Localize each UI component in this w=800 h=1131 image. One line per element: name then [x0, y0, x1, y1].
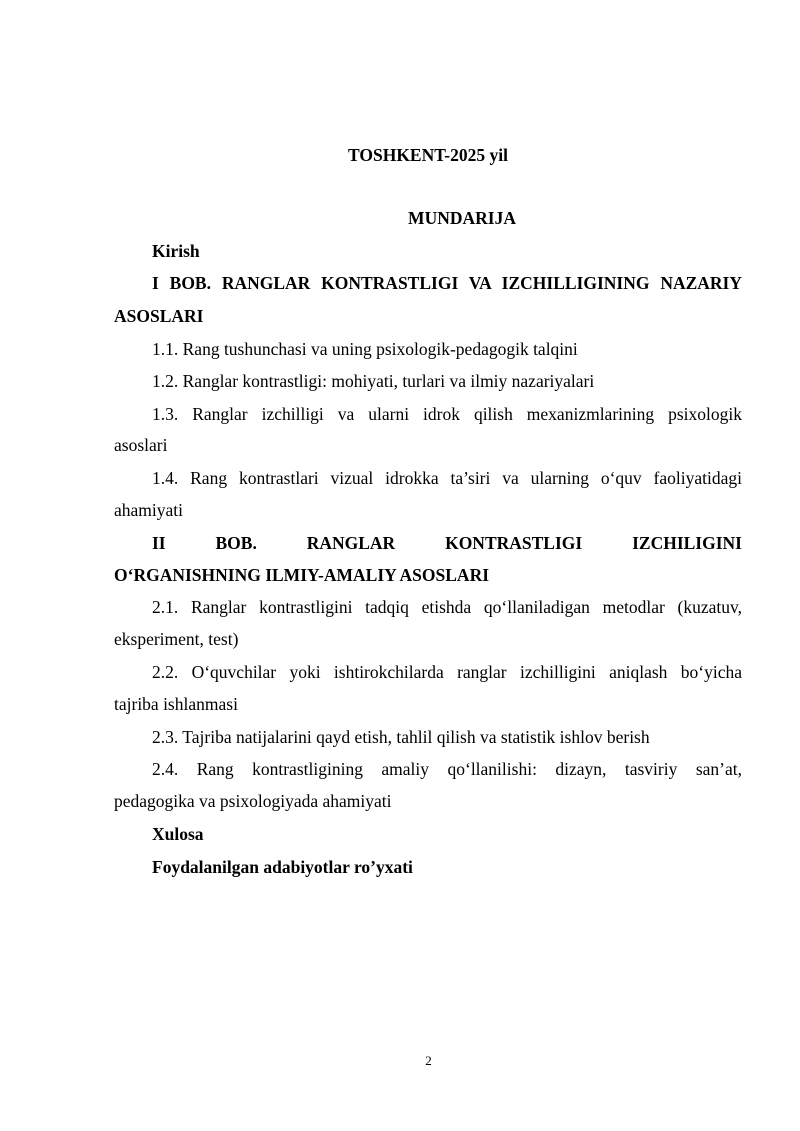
- toc-section-1-3-line-2: asoslari: [114, 435, 168, 455]
- toc-title: MUNDARIJA: [408, 208, 516, 228]
- toc-section-2-4-line-1: 2.4. Rang kontrastligining amaliy qo‘llanilishi: dizayn, tasviriy san’at,: [152, 759, 742, 779]
- toc-section-1-4-line-2: ahamiyati: [114, 500, 184, 520]
- toc-section-1-2: 1.2. Ranglar kontrastligi: mohiyati, turlari va ilmiy nazariyalari: [152, 371, 595, 391]
- toc-section-2-1-line-1: 2.1. Ranglar kontrastligini tadqiq etishda qo‘llaniladigan metodlar (kuzatuv,: [152, 597, 742, 617]
- toc-section-1-1: 1.1. Rang tushunchasi va uning psixologik-pedagogik talqini: [152, 339, 578, 359]
- toc-chapter-2-line-1: II BOB. RANGLAR KONTRASTLIGI IZCHILIGINI: [152, 533, 742, 553]
- toc-chapter-2-line-2: O‘RGANISHNING ILMIY-AMALIY ASOSLARI: [114, 565, 490, 585]
- place-year-line: TOSHKENT-2025 yil: [348, 145, 508, 165]
- toc-intro: Kirish: [152, 241, 200, 261]
- toc-section-2-4-line-2: pedagogika va psixologiyada ahamiyati: [114, 791, 392, 811]
- toc-chapter-1-line-1: I BOB. RANGLAR KONTRASTLIGI VA IZCHILLIGINING NAZARIY: [152, 273, 742, 293]
- toc-references: Foydalanilgan adabiyotlar ro’yxati: [152, 857, 413, 877]
- toc-chapter-1-line-2: ASOSLARI: [114, 306, 204, 326]
- toc-section-1-4-line-1: 1.4. Rang kontrastlari vizual idrokka ta’siri va ularning o‘quv faoliyatidagi: [152, 468, 742, 488]
- toc-section-2-3: 2.3. Tajriba natijalarini qayd etish, tahlil qilish va statistik ishlov berish: [152, 727, 650, 747]
- toc-section-2-2-line-2: tajriba ishlanmasi: [114, 694, 238, 714]
- toc-section-2-1-line-2: eksperiment, test): [114, 629, 239, 649]
- page-number: 2: [425, 1053, 432, 1068]
- toc-conclusion: Xulosa: [152, 824, 204, 844]
- toc-section-2-2-line-1: 2.2. O‘quvchilar yoki ishtirokchilarda ranglar izchilligini aniqlash bo‘yicha: [152, 662, 742, 682]
- toc-section-1-3-line-1: 1.3. Ranglar izchilligi va ularni idrok qilish mexanizmlarining psixologik: [152, 404, 742, 424]
